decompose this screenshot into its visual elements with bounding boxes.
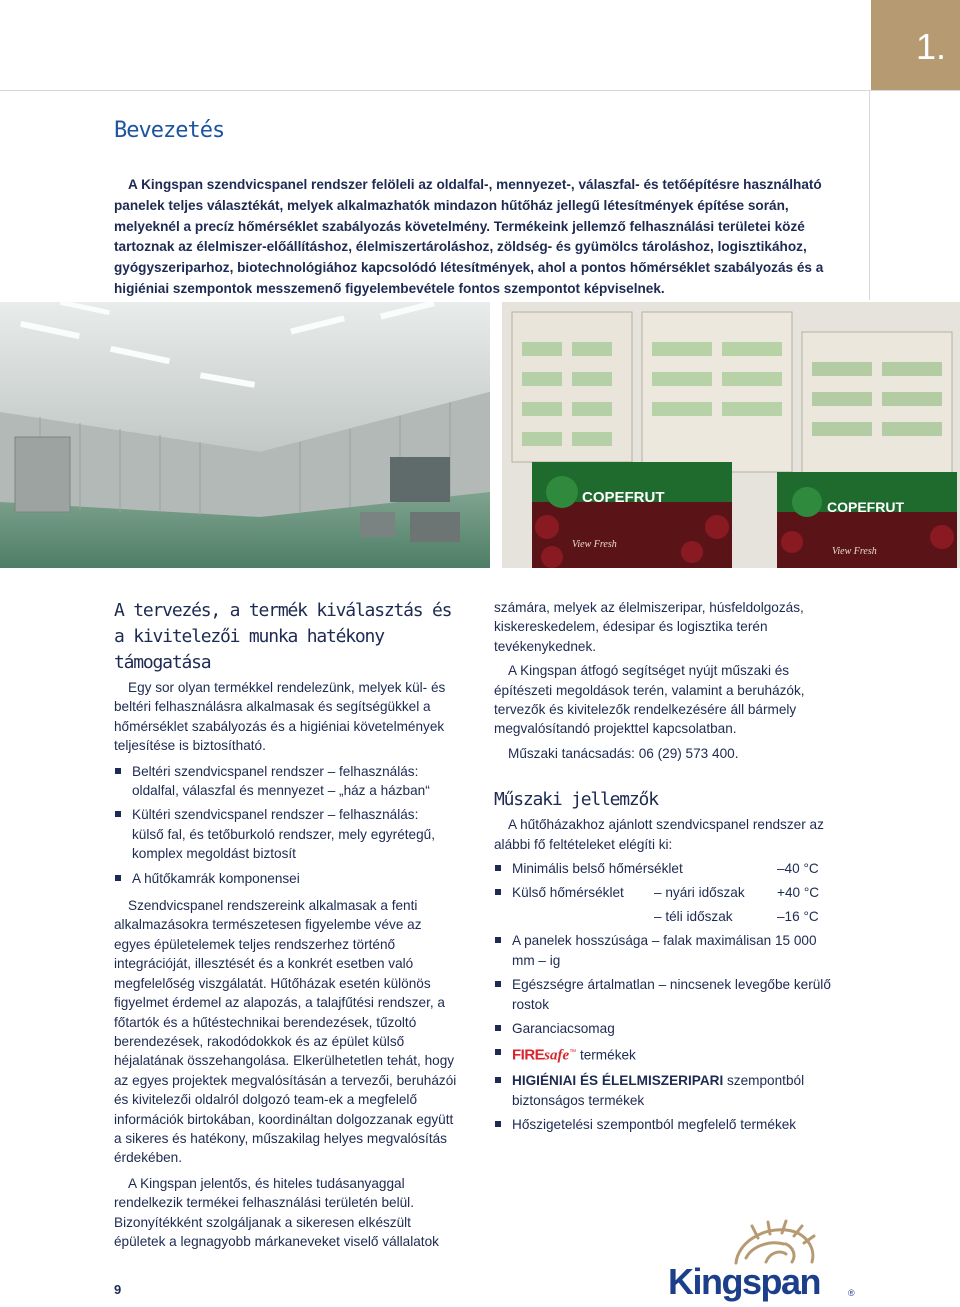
bullet-line: oldalfal, válaszfal és mennyezet – „ház a házban“	[132, 783, 430, 799]
right-column	[494, 598, 839, 1134]
left-paragraph-1: Egy sor olyan termékkel rendelezünk, melyek kül- és beltéri felhasználásra alkalmasak és segítségükkel a hőmérséklet szabályozás és a higiéniai követelmények teljesítése is biztosítható.	[114, 680, 446, 754]
left-heading-line2: a kivitelezői munka hatékony támogatása	[114, 626, 384, 673]
list-item	[114, 805, 459, 863]
bullet-line: A hűtőkamrák komponensei	[132, 870, 300, 886]
brand-copefrut-left: COPEFRUT	[582, 489, 665, 506]
spec-label: Külső hőmérséklet	[512, 885, 624, 901]
spec-firesafe	[494, 1043, 839, 1066]
bullet-line: Kültéri szendvicspanel rendszer – felhasználás:	[132, 807, 419, 823]
hygiene-rest: szempontból biztonságos termékek	[512, 1073, 805, 1108]
spec-label: Minimális belső hőmérséklet	[512, 861, 683, 877]
hygiene-bold: HIGIÉNIAI ÉS ÉLELMISZERIPARI	[512, 1073, 724, 1089]
list-item	[114, 762, 459, 801]
spec-ext-temp	[494, 883, 839, 926]
firesafe-tm: ™	[569, 1049, 577, 1057]
specs-heading: Műszaki jellemzők	[494, 789, 658, 811]
left-paragraph-3: A Kingspan jelentős, és hiteles tudásanyaggal rendelkezik termékei felhasználási területén belül. Bizonyítékként szolgáljanak a sikeresen elkészült épületek a legnagyobb márkaneveket viselő vállalatok	[114, 1175, 439, 1249]
firesafe-logo-fire: FIRE	[512, 1046, 545, 1064]
brand-copefrut-right: COPEFRUT	[827, 499, 904, 515]
consulting-phone: Műszaki tanácsadás: 06 (29) 573 400.	[508, 745, 739, 761]
lion-emblem-icon	[736, 1221, 814, 1263]
left-heading-line1: A tervezés, a termék kiválasztás és	[114, 600, 452, 621]
cold-storage-photo	[0, 302, 490, 568]
brand-viewfresh-left: View Fresh	[572, 539, 617, 550]
chapter-number: 1.	[915, 26, 946, 67]
logo-registered: ®	[848, 1288, 855, 1298]
specs-list	[494, 859, 839, 1134]
list-item	[114, 869, 459, 888]
logo-wordmark: Kingspan	[668, 1261, 821, 1302]
produce-boxes-photo	[502, 302, 960, 568]
kingspan-logo	[666, 1218, 860, 1302]
spec-length: A panelek hosszúsága – falak maximálisan 15 000 mm – ig	[494, 931, 839, 970]
bullet-line: Beltéri szendvicspanel rendszer – felhasználás:	[132, 763, 419, 779]
right-paragraph-2: A Kingspan átfogó segítséget nyújt műszaki és építészeti megoldások terén, valamint a beruházók, tervezők és kivitelezők rendelkezésére áll bármely megvalósítandó projekttel kapcsolatban.	[494, 663, 805, 737]
spec-min-temp	[494, 859, 839, 878]
right-paragraph-1: számára, melyek az élelmiszeripar, húsfeldolgozás, kiskereskedelem, édesipar és logisztika terén tevékenykednek.	[494, 600, 804, 654]
firesafe-logo-safe: safe	[544, 1047, 570, 1064]
chapter-tab	[871, 0, 960, 90]
spec-hygiene	[494, 1071, 839, 1110]
intro-text	[114, 175, 854, 300]
spec-value: –16 °C	[777, 908, 819, 924]
bullet-line: külső fal, és tetőburkoló rendszer, mely egyrétegű, komplex megoldást biztosít	[132, 826, 435, 862]
system-bullet-list	[114, 762, 459, 888]
spec-value: +40 °C	[777, 885, 820, 901]
spec-sublabel: – téli időszak	[654, 908, 733, 924]
spec-value: –40 °C	[777, 861, 819, 877]
page-number: 9	[114, 1282, 122, 1297]
specs-intro: A hűtőházakhoz ajánlott szendvicspanel rendszer az alábbi fő feltételeket elégíti ki:	[494, 817, 824, 852]
spec-thermal: Hőszigetelési szempontból megfelelő termékek	[494, 1115, 839, 1134]
intro-title: Bevezetés	[114, 118, 225, 143]
spec-health: Egészségre ártalmatlan – nincsenek levegőbe kerülő rostok	[494, 975, 839, 1014]
firesafe-suffix: termékek	[576, 1047, 636, 1063]
left-paragraph-2: Szendvicspanel rendszereink alkalmasak a fenti alkalmazásokra természetesen figyelembe véve az egyes épületelemek teljes rendszerhez történő integrációját, illesztését és a konkrét esetben való megfelelőség viszgálatát. Hűtőházak esetén különös figyelmet érdemel az alapozás, a talajfűtési rendszer, a főtartók és a hűtéstechnikai berendezések, tűzoltó berendezések, rakodódokkok és az épület külső héjalatának összehangolása. Elkerülhetetlen tehát, hogy az egyes projektek megvalósításán a tervezői, beruházói és kivitelezői oldalról dolgozó team-ek a megfelelő információk birtokában, koordináltan dolgozzanak együtt a sikeres és hatékony, műszakilag helyes megvalósítás érdekében.	[114, 898, 457, 1166]
intro-paragraph: A Kingspan szendvicspanel rendszer felöleli az oldalfal-, mennyezet-, válaszfal- és tetőépítésre használható panelek teljes választékát, melyek alkalmazhatók mindazon hűtőház jellegű létesítmények építése során, melyeknél a precíz hőmérséklet szabályozás követelmény. Termékeink jellemző felhasználási területei közé tartoznak az élelmiszer-előállításhoz, élelmiszertároláshoz, zöldség- és gyümölcs tároláshoz, logisztikához, gyógyszeriparhoz, biotechnológiához kapcsolódó létesítmények, ahol a pontos hőmérséklet szabályozás és a higiéniai szempontok messzemenő figyelembevétele fontos szempontot képviselnek.	[114, 177, 824, 296]
spec-warranty: Garanciacsomag	[494, 1019, 839, 1038]
header-rule	[0, 90, 960, 91]
spec-sublabel: – nyári időszak	[654, 885, 745, 901]
margin-rule	[869, 90, 870, 300]
brand-viewfresh-right: View Fresh	[832, 546, 877, 557]
left-column	[114, 598, 459, 1251]
